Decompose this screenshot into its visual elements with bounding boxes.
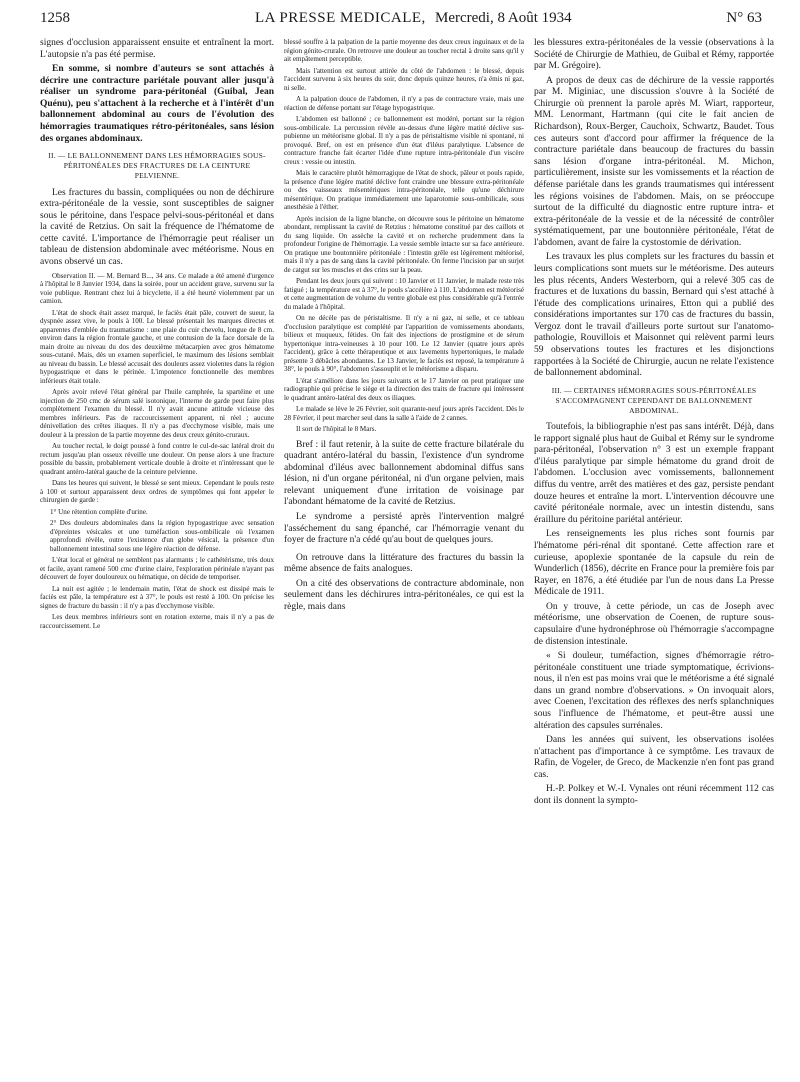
- observation-paragraph: Mais le caractère plutôt hémorragique de l'état de shock, pâleur et pouls rapide, la présence d'une légère matité déclive font craindre une blessure extra-péritonéale ou des vaisseaux mésentériques intra-péritonéale, telle qu'une déchirure mésentérique. On pratique immédiatement une laparotomie sous-ombilicale, sous anesthésie à l'éther.: [284, 169, 524, 211]
- section-heading: III. — CERTAINES HÉMORRAGIES SOUS-PÉRITONÉALES S'ACCOMPAGNENT CEPENDANT DE BALLONNEMENT ABDOMINAL.: [551, 385, 757, 416]
- paragraph: En somme, si nombre d'auteurs se sont attachés à décrire une contracture pariétale pouvant aller jusqu'à réaliser un syndrome para-péritonéal (Guibal, Jean Quénu), peu s'attachent à la recherche et à l'intérêt d'un ballonnement abdominal au cours de l'évolution des hémorragies traumatiques rétro-péritonéales, sans lésion des organes abdominaux.: [40, 64, 274, 144]
- running-header: [40, 10, 762, 32]
- observation-paragraph: L'abdomen est ballonné ; ce ballonnement est modéré, portant sur la région sous-ombilicale. La percussion révèle au-dessus d'une légère matité déclive sus-pubienne un météorisme global. Il n'y a pas de péristaltisme visible ni spontané, ni provoqué. Bref, on est en présence d'un état d'iléus paralytique. L'absence de contracture franche fait écarter l'idée d'une rupture intra-péritonéale d'un viscère creux : vessie ou intestin.: [284, 115, 524, 166]
- paragraph: On retrouve dans la littérature des fractures du bassin la même absence de faits analogues.: [284, 552, 524, 575]
- text-column-right: [534, 38, 774, 1074]
- paragraph: Toutefois, la bibliographie n'est pas sans intérêt. Déjà, dans le rapport signalé plus haut de Guibal et Rémy sur le syndrome para-péritonéal, l'observation n° 3 est un exemple frappant d'iléus paralytique par simple hématome du grand droit de l'abdomen. L'occlusion avec vomissements, ballonnement diffus du ventre, arrêt des matières et des gaz, persiste pendant douze heures et entraîne la mort. L'intervention découvre une cavité péritonéale normale, avec un intestin distendu, sans éraillure du péritoine pariétal antérieur.: [534, 422, 774, 525]
- paragraph: Les renseignements les plus riches sont fournis par l'hématome péri-rénal dit spontané. Cette affection rare et curieuse, apoplexie spontanée de la capsule du rein de Wunderlich (1856), décrite en France pour la première fois par Rayer, en 1876, a été étudiée par l'un de nous dans La Presse Médicale de 1911.: [534, 529, 774, 598]
- observation-paragraph: Le malade se lève le 26 Février, soit quarante-neuf jours après l'accident. Dès le 28 Février, il peut marcher seul dans la salle à l'aide de 2 cannes.: [284, 405, 524, 422]
- paragraph: Dans les années qui suivent, les observations isolées n'attachent pas d'importance à ce symptôme. Les travaux de Rafin, de Vogeler, de Greco, de Mackenzie n'en font pas grand cas.: [534, 735, 774, 780]
- paragraph: A propos de deux cas de déchirure de la vessie rapportés par M. Miginiac, une discussion s'ouvre à la Société de Chirurgie où prennent la parole après M. Wiart, rapporteur, MM. Lenormant, Hartmann (qui cite le fait ancien de Richardson), Roux-Berger, Cauchoix, Schwartz, Baudet. Tous ces auteurs sont d'accord pour affirmer la fréquence de la contracture pariétale dans beaucoup de fractures du bassin sans lésion d'organe intra-péritonéal. M. Michon, particulièrement, insiste sur les vomissements et la réaction de défense pariétale dans les grands traumatismes qui intéressent les régions voisines de l'abdomen. Mais, on se préoccupe surtout de la difficulté du diagnostic entre rupture intra- et extra-péritonéale de la vessie et de la nécessité de contrôler systématiquement, par une boutonnière péritonéale, l'état de l'abdomen, avant de faire la cystostomie de dérivation.: [534, 75, 774, 248]
- paragraph: On a cité des observations de contracture abdominale, non seulement dans les déchirures intra-péritonéales, ce qui est la règle, mais dans: [284, 578, 524, 613]
- text-column-middle: [284, 38, 524, 1074]
- paragraph: « Si douleur, tuméfaction, signes d'hémorragie rétro-péritonéale constituent une triade symptomatique, écrivions-nous, il n'en est pas moins vrai que le météorisme a été signalé dans un grand nombre d'observations. » On invoquait alors, avec Coenen, l'excitation des réflexes des nerfs splanchniques sous l'influence de l'hématome, et peut-être aussi une altération des capsules surrénales.: [534, 651, 774, 731]
- list-item: 2° Des douleurs abdominales dans la région hypogastrique avec sensation d'épreintes vésicales et une tuméfaction sous-ombilicale où l'examen approfondi révèle, outre l'existence d'un globe vésical, la présence d'un ballonnement intestinal sous une légère réaction de défense.: [50, 519, 274, 553]
- observation-paragraph: A la palpation douce de l'abdomen, il n'y a pas de contracture vraie, mais une réaction de défense portant sur l'étage hypogastrique.: [284, 95, 524, 112]
- paragraph: H.-P. Polkey et W.-I. Vynales ont réuni récemment 112 cas dont ils donnent la sympto-: [534, 784, 774, 807]
- list-item: 1° Une rétention complète d'urine.: [50, 507, 148, 516]
- paragraph: On y trouve, à cette période, un cas de Joseph avec météorisme, une observation de Coenen, de rupture sous-capsulaire d'une hydronéphrose où l'hémorragie s'accompagne de distension intestinale.: [534, 601, 774, 647]
- paragraph: les blessures extra-péritonéales de la vessie (observations à la Société de Chirurgie de Mathieu, de Guibal et Rémy, rapportée par M. Grégoire).: [534, 38, 774, 72]
- observation-paragraph: Après avoir relevé l'état général par l'huile camphrée, la spartéine et une injection de 250 cmc de sérum salé isotonique, l'interne de garde peut faire plus complètement l'examen du blessé. Il n'y avait aucune attitude vicieuse des membres inférieurs. Pas de raccourcissement apparent, ni réel ; aucune dénivellation des crêtes iliaques. Il n'y a pas d'ecchymose visible, mais une douleur à la pression de la partie moyenne des deux creux génito-cruraux.: [40, 388, 274, 439]
- paragraph: Le syndrome a persisté après l'intervention malgré l'asséchement du sang épanché, car l'hémorragie venant du foyer de fracture n'a cédé qu'au bout de quelques jours.: [284, 511, 524, 546]
- observation-paragraph: Mais l'attention est surtout attirée du côté de l'abdomen : le blessé, depuis l'accident survenu à six heures du soir, donc depuis quinze heures, n'a émis ni gaz, ni selle.: [284, 66, 524, 92]
- observation-paragraph: Il sort de l'hôpital le 8 Mars.: [296, 425, 377, 433]
- observation-paragraph: On ne décèle pas de péristaltisme. Il n'y a ni gaz, ni selle, et ce tableau d'occlusion paralytique est complété par l'apparition de vomissements abondants, bilieux et muqueux, fétides. On fait des injections de prostigmine et de sérum hypertonique intra-veineuses à 10 pour 100. Le 12 Janvier (quatre jours après l'accident), grâce à cette thérapeutique et aux lavements hypertoniques, le malade présente 3 débâcles abondantes. Le 13 Janvier, le faciès est reposé, la température à 38°, le pouls à 90°, l'abdomen s'assouplit et le météorisme a disparu.: [284, 314, 524, 373]
- observation-paragraph: L'état de shock était assez marqué, le faciès était pâle, couvert de sueur, la dyspnée assez vive, le pouls à 100. Le blessé présentait les marques directes et apparentes d'emblée du traumatisme : une plaie du cuir chevelu, longue de 8 cm. environ dans la région frontale gauche, et une contusion de la face dorsale de la main droite au niveau du dos des deuxième métacarpien avec gros hématome sous-cutané. Mais, dès un examen superficiel, le maximum des lésions semblait au niveau du bassin. Le blessé accusait des douleurs assez violentes dans la région hypogastrique et dans le périnée. L'impotence fonctionnelle des membres inférieurs était totale.: [40, 308, 274, 385]
- observation-paragraph: L'état s'améliore dans les jours suivants et le 17 Janvier on peut pratiquer une radiographie qui précise le siège et la direction des traits de fracture qui intéressent le quadrant antéro-latéral des deux os iliaques.: [284, 376, 524, 402]
- paragraph: Bref : il faut retenir, à la suite de cette fracture bilatérale du quadrant antéro-latéral du bassin, l'existence d'un syndrome abdominal d'iléus avec ballonnement abdominal diffus sans lésion, ni d'un organe péritonéal, ni d'un organe pelvien, mais relevant uniquement d'une irritation de voisinage par l'abondant hématome de la cavité de Retzius.: [284, 439, 524, 508]
- observation-paragraph: La nuit est agitée ; le lendemain matin, l'état de shock est dissipé mais le faciès est pâle, la température est à 37°, le pouls est resté à 100. On précise les signes de fracture du bassin : il n'y a pas d'ecchymose visible.: [40, 584, 274, 610]
- paragraph: signes d'occlusion apparaissent ensuite et entraînent la mort. L'autopsie n'a pas été permise.: [40, 38, 274, 60]
- observation-paragraph: Les deux membres inférieurs sont en rotation externe, mais il n'y a pas de raccourcissement. Le: [40, 613, 274, 630]
- section-heading: II. — LE BALLONNEMENT DANS LES HÉMORRAGIES SOUS-PÉRITONÉALES DES FRACTURES DE LA CEINTURE PELVIENNE.: [48, 151, 266, 181]
- issue-number: N° 63: [726, 10, 762, 26]
- text-column-left: [40, 38, 274, 1074]
- observation-paragraph: Pendant les deux jours qui suivent : 10 Janvier et 11 Janvier, le malade reste très fatigué ; la température est à 37°, le pouls s'accélère à 110. L'abdomen est météorisé et cette augmentation de volume du ventre globale est plus considérable qu'à l'entrée du malade à l'hôpital.: [284, 277, 524, 311]
- paragraph: Les fractures du bassin, compliquées ou non de déchirure extra-péritonéale de la vessie, sont susceptibles de saigner sous le péritoine, dans l'espace pelvi-sous-péritonéal et dans la cavité de Retzius. On sait la fréquence de l'hématome de cette cavité. L'importance de l'hémorragie peut réaliser un tableau de distension abdominale avec météorisme. Nous en avons observé un cas.: [40, 187, 274, 268]
- page-number: 1258: [40, 10, 70, 26]
- observation-paragraph: Au toucher rectal, le doigt poussé à fond contre le cul-de-sac latéral droit du rectum jusqu'au plan osseux réveille une douleur. On pense alors à une fracture possible du bassin, probablement verticale double à droite et n'intéressant que le quadrant antéro-latéral gauche de la ceinture pelvienne.: [40, 442, 274, 476]
- observation-paragraph: Dans les heures qui suivent, le blessé se sent mieux. Cependant le pouls reste à 100 et surtout apparaissent deux ordres de symptômes qui font appeler le chirurgien de garde :: [40, 479, 274, 505]
- paragraph: Les travaux les plus complets sur les fractures du bassin et leurs complications sont muets sur le météorisme. Des auteurs les plus récents, Anders Westerborn, qui a relevé 305 cas de fractures et de luxations du bassin, Bernard qui s'est attaché à l'étude des complications urinaires, Etton qui a publié des considérations importantes sur 170 cas de fractures du bassin, Vergoz dont le travail d'ailleurs porte surtout sur l'anatomo-pathologie, Rouvillois et Maisonnet qui relèvent parmi leurs 59 observations toutes les fractures et les disjonctions rapportées à la Société de Chirurgie, aucun ne relate l'existence de ballonnement abdominal.: [534, 252, 774, 379]
- observation-paragraph: L'état local et général ne semblent pas alarmants ; le cathétérisme, très doux et facile, ayant ramené 500 cmc d'urine claire, l'exploration périnéale n'ayant pas découvert de foyer douloureux ou hématique, on décide de temporiser.: [40, 556, 274, 582]
- issue-date: Mercredi, 8 Août 1934: [435, 10, 572, 26]
- observation-paragraph: Observation II. — M. Bernard B..., 34 ans. Ce malade a été amené d'urgence à l'hôpital le 8 Janvier 1934, dans la soirée, pour un accident grave, survenu sur la voie publique. Rentrant chez lui à bicyclette, il a été heurté violemment par un camion.: [40, 271, 274, 306]
- journal-title: LA PRESSE MEDICALE,: [255, 10, 426, 26]
- observation-paragraph: Après incision de la ligne blanche, on découvre sous le péritoine un hématome abondant, remplissant la cavité de Retzius : hématome constitué par des caillots et du sang liquide. On assèche la cavité et on recherche prudemment dans la profondeur l'origine de l'hémorragie. La vessie semble intacte sur sa face antérieure. On pratique une boutonnière péritonéale : l'intestin grêle est légèrement météorisé, mais il n'y a pas de sang dans la cavité péritonéale. On ferme l'incision par un surjet de catgut sur les muscles et des crins sur la peau.: [284, 214, 524, 274]
- observation-paragraph: blessé souffre à la palpation de la partie moyenne des deux creux inguinaux et de la région génito-crurale. On retrouve une douleur au toucher rectal à droite sans qu'il y ait empâtement perceptible.: [284, 38, 524, 63]
